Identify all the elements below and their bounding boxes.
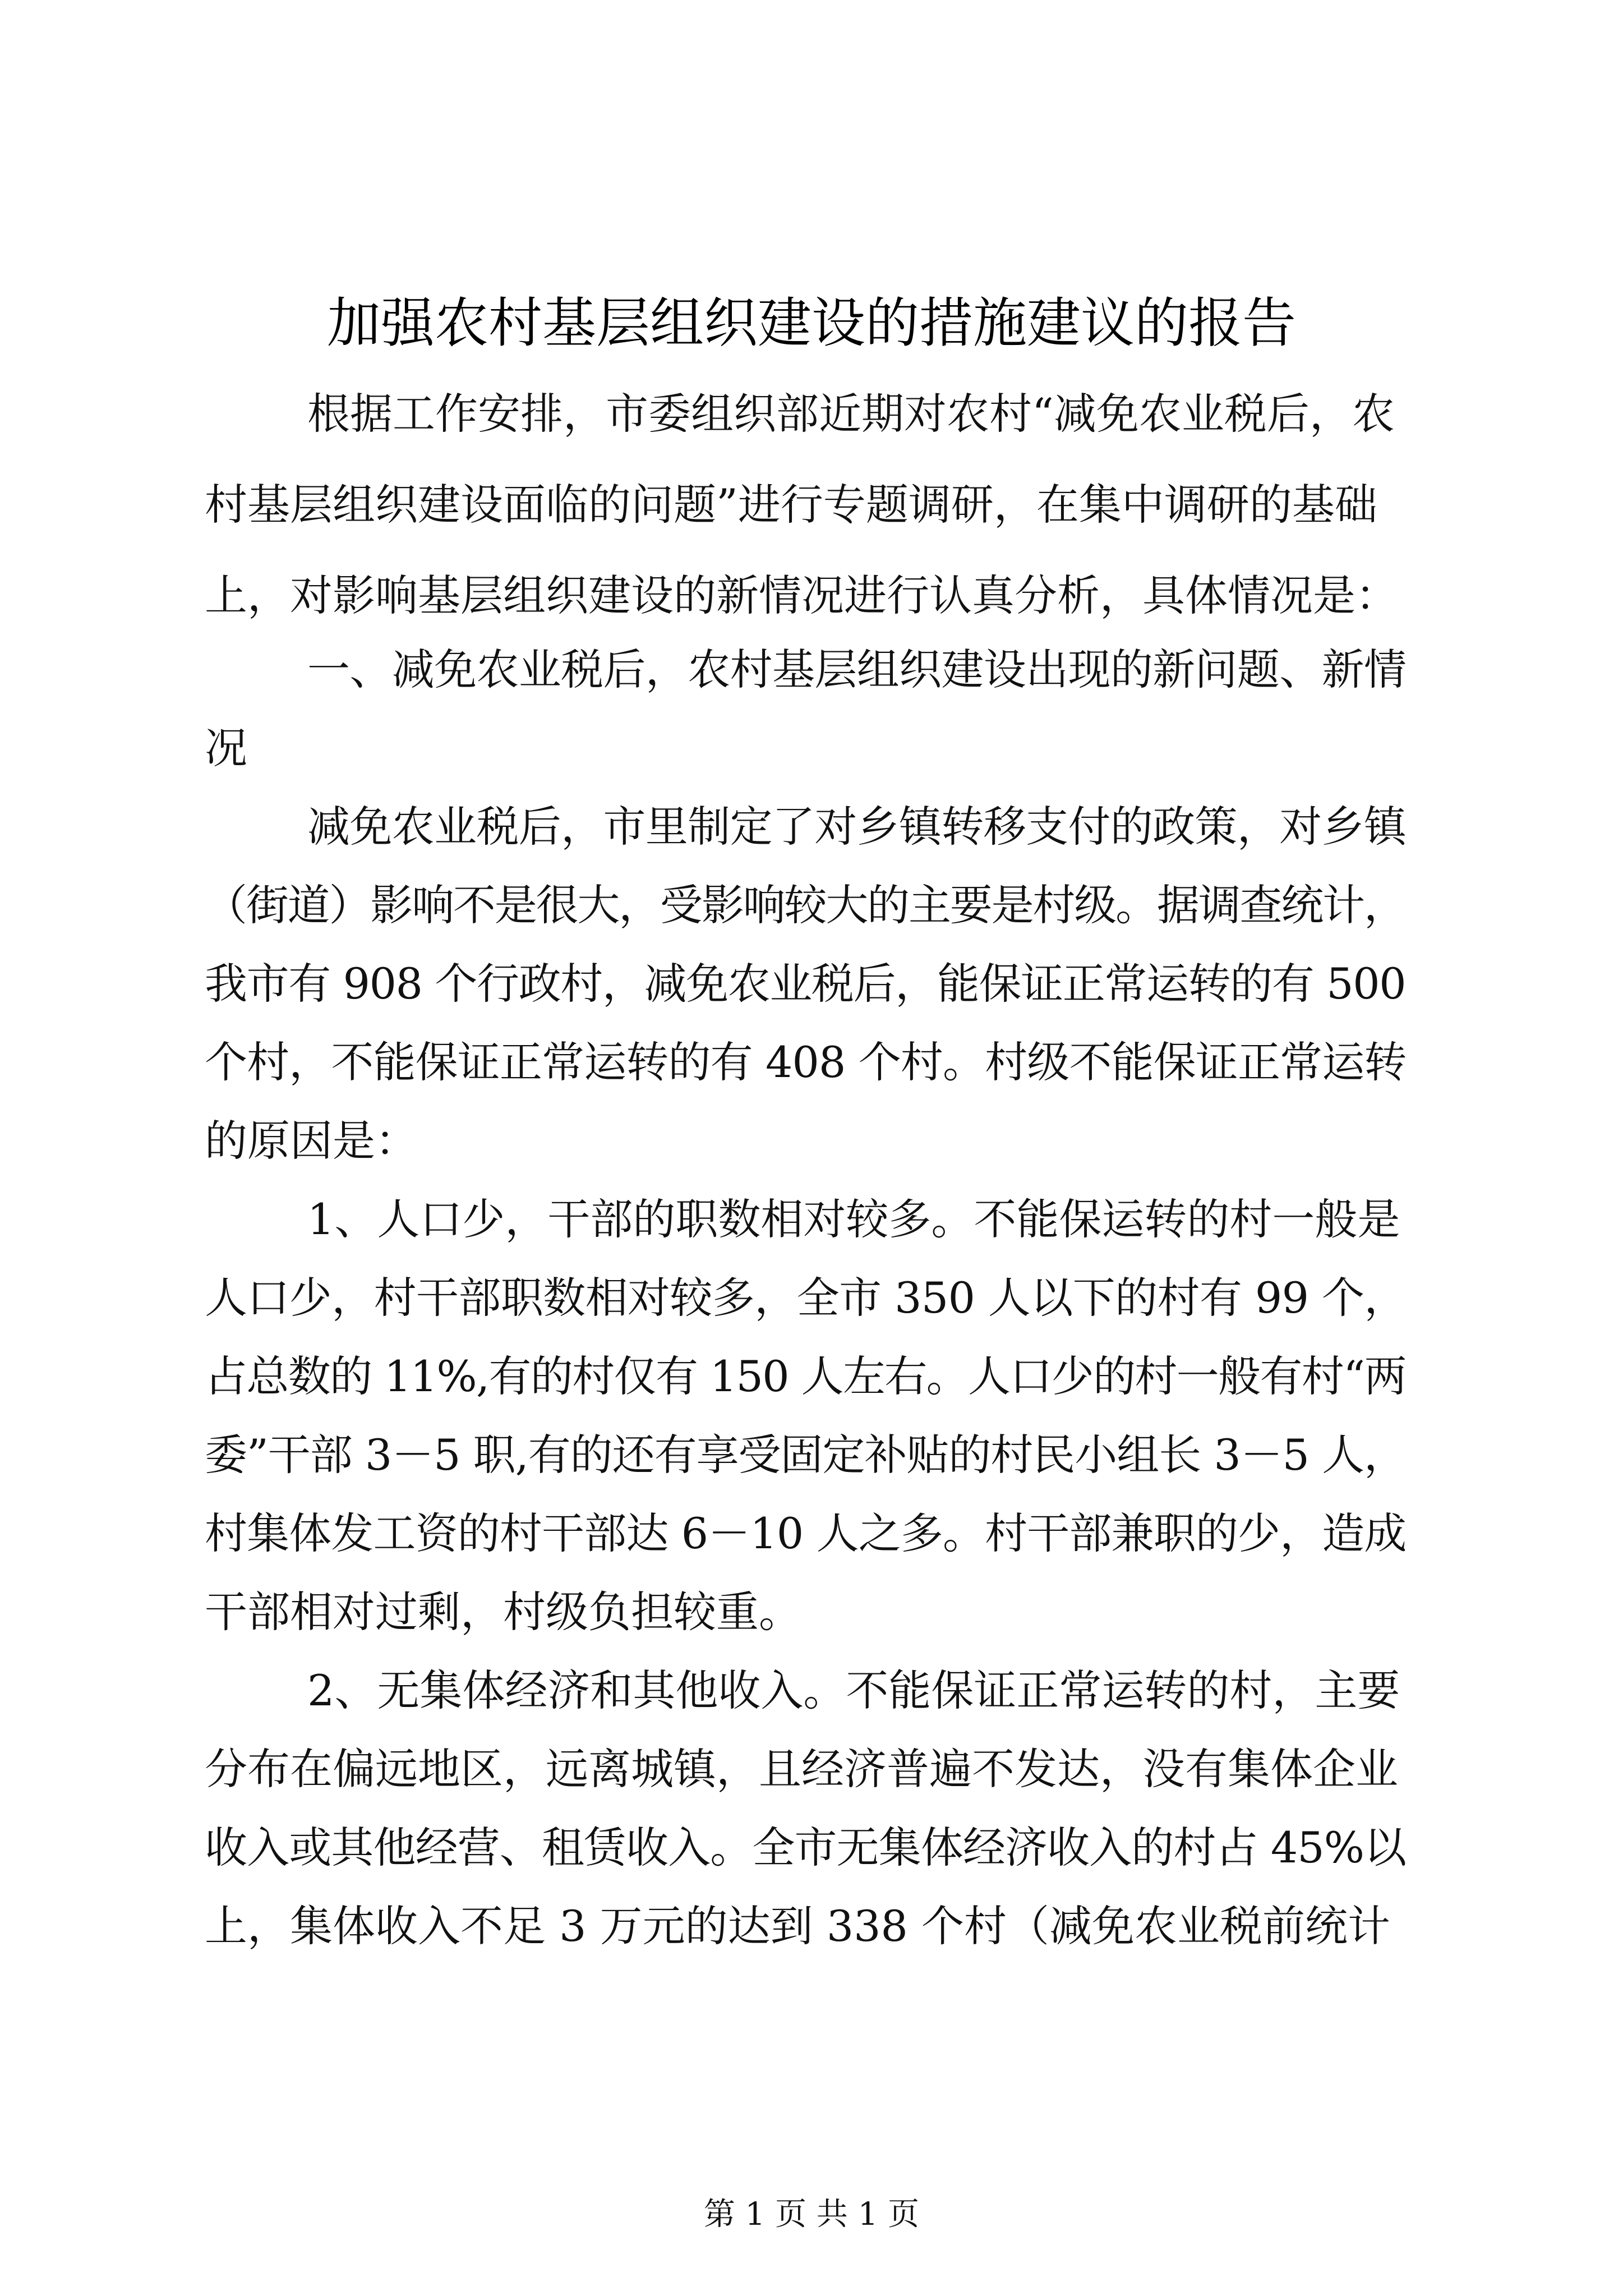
- paragraph-line: （街道）影响不是很大，受影响较大的主要是村级。据调查统计，: [205, 880, 1405, 930]
- paragraph-line: 2、无集体经济和其他收入。不能保证正常运转的村，主要: [307, 1665, 1400, 1715]
- paragraph-line: 委”干部 3－5 职,有的还有享受固定补贴的村民小组长 3－5 人，: [205, 1430, 1407, 1480]
- paragraph-line: 根据工作安排，市委组织部近期对农村“减免农业税后，农: [307, 389, 1395, 439]
- paragraph-line: 上，对影响基层组织建设的新情况进行认真分析，具体情况是：: [205, 570, 1398, 620]
- page-footer: 第 1 页 共 1 页: [703, 2196, 920, 2233]
- paragraph-line: 个村，不能保证正常运转的有 408 个村。村级不能保证正常运转: [205, 1037, 1407, 1087]
- paragraph-line: 收入或其他经营、租赁收入。全市无集体经济收入的村占 45%以: [205, 1823, 1407, 1872]
- paragraph-line: 1、人口少，干部的职数相对较多。不能保运转的村一般是: [307, 1194, 1400, 1244]
- section-heading-line: 一、减免农业税后，农村基层组织建设出现的新问题、新情: [307, 645, 1407, 694]
- paragraph-line: 减免农业税后，市里制定了对乡镇转移支付的政策，对乡镇: [307, 802, 1407, 852]
- paragraph-line: 上，集体收入不足 3 万元的达到 338 个村（减免农业税前统计: [205, 1901, 1391, 1951]
- paragraph-line: 我市有 908 个行政村，减免农业税后，能保证正常运转的有 500: [205, 959, 1406, 1009]
- paragraph-line: 分布在偏远地区，远离城镇，且经济普遍不发达，没有集体企业: [205, 1744, 1398, 1794]
- section-heading-line: 况: [205, 723, 247, 773]
- paragraph-line: 占总数的 11%,有的村仅有 150 人左右。人口少的村一般有村“两: [205, 1351, 1406, 1401]
- paragraph-line: 干部相对过剩，村级负担较重。: [205, 1587, 801, 1637]
- paragraph-line: 村基层组织建设面临的问题”进行专题调研，在集中调研的基础: [205, 480, 1377, 530]
- paragraph-line: 人口少，村干部职数相对较多，全市 350 人以下的村有 99 个，: [205, 1273, 1407, 1323]
- document-title: 加强农村基层组织建设的措施建议的报告: [327, 292, 1296, 355]
- paragraph-line: 的原因是：: [205, 1116, 418, 1166]
- paragraph-line: 村集体发工资的村干部达 6－10 人之多。村干部兼职的少，造成: [205, 1508, 1407, 1558]
